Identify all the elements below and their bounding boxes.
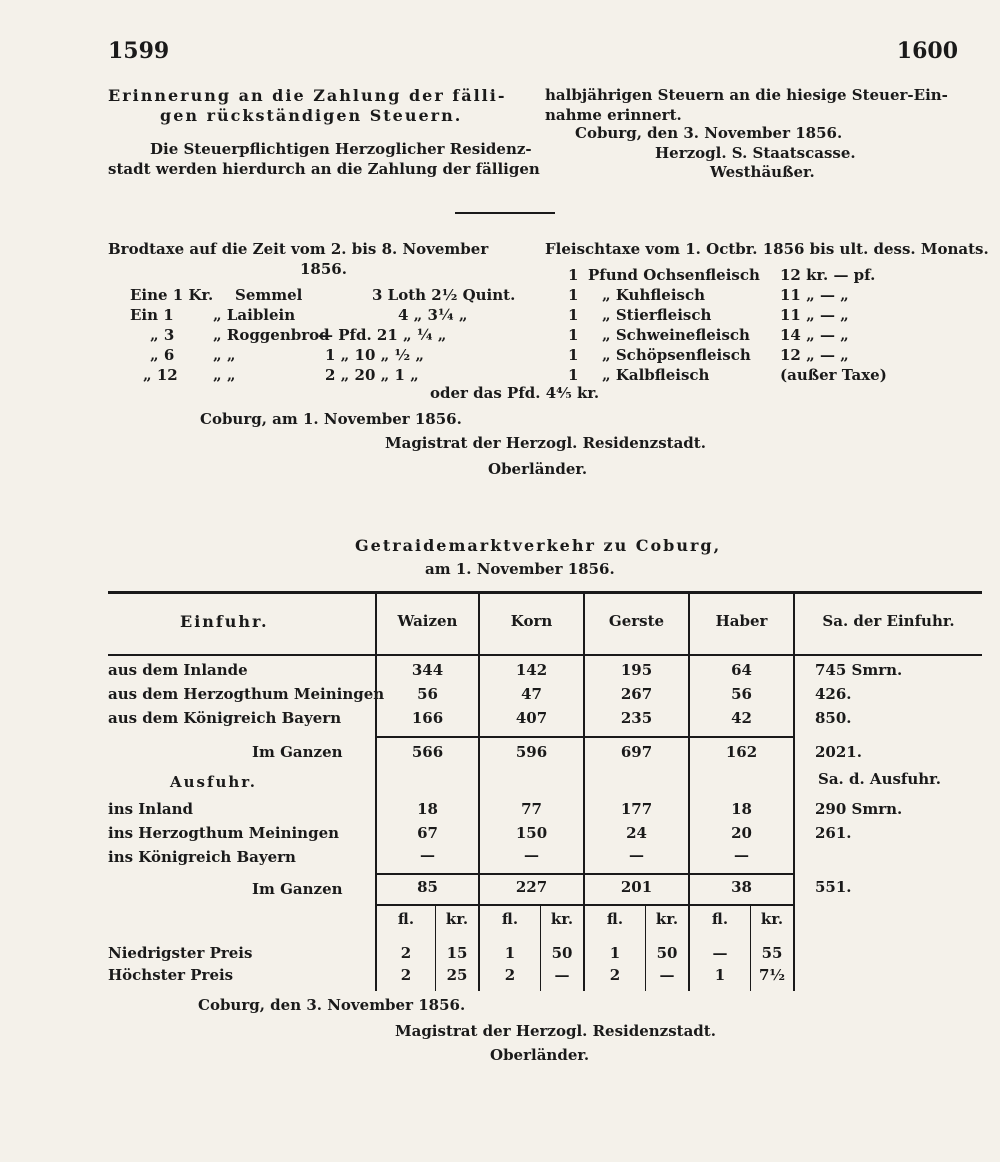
cell-haber: 20 (731, 824, 752, 842)
bread-item: „ Laiblein (213, 306, 296, 324)
meat-item: „ Kalbfleisch (602, 366, 710, 384)
meat-price: 11 „ — „ (780, 286, 849, 304)
meat-qty: 1 (568, 326, 579, 344)
bread-price-note: oder das Pfd. 4⁴⁄₅ kr. (430, 384, 600, 402)
total-korn: 227 (515, 878, 548, 896)
bread-qty: Ein 1 (130, 306, 174, 324)
cell-waizen: — (420, 846, 435, 864)
grain-market-title: Getraidemarktverkehr zu Coburg, (355, 536, 722, 555)
total-haber: 38 (731, 878, 752, 896)
magistrate1-office: Magistrat der Herzogl. Residenzstadt. (385, 434, 706, 452)
cell-waizen: 344 (411, 661, 444, 679)
cell-gerste: 235 (620, 709, 653, 727)
col-rule (583, 594, 585, 991)
meat-qty: 1 (568, 346, 579, 364)
total-gerste: 201 (620, 878, 653, 896)
cell-haber: 64 (731, 661, 752, 679)
cell-gerste: 195 (620, 661, 653, 679)
meat-price: 11 „ — „ (780, 306, 849, 324)
cell-gerste: 267 (620, 685, 653, 703)
import-total-label: Im Ganzen (252, 743, 343, 761)
cell-sum: 426. (815, 685, 852, 703)
unit-fl: fl. (606, 910, 624, 928)
meat-price: (außer Taxe) (780, 366, 887, 384)
total-haber: 162 (725, 743, 758, 761)
price-cell: 55 (761, 944, 783, 962)
total-waizen: 566 (411, 743, 444, 761)
cell-gerste: 24 (626, 824, 647, 842)
col-rule (375, 594, 377, 991)
cell-korn: 47 (521, 685, 542, 703)
col-rule (478, 594, 480, 991)
cell-haber: — (734, 846, 749, 864)
magistrate1-place-date: Coburg, am 1. November 1856. (200, 410, 462, 428)
row-label: aus dem Königreich Bayern (108, 709, 342, 727)
magistrate2-signature: Oberländer. (490, 1046, 590, 1064)
cell-waizen: 166 (411, 709, 444, 727)
price-header-rule (375, 904, 795, 906)
page-number-right: 1600 (896, 38, 958, 64)
reminder-body-line4: nahme erinnert. (545, 106, 682, 124)
grain-market-subtitle: am 1. November 1856. (425, 560, 615, 578)
export-sum-heading: Sa. d. Ausfuhr. (818, 770, 941, 788)
row-label: aus dem Herzogthum Meiningen (108, 685, 385, 703)
unit-fl: fl. (397, 910, 415, 928)
magistrate1-signature: Oberländer. (488, 460, 588, 478)
price-cell: 7½ (758, 966, 786, 984)
cell-sum: 745 Smrn. (815, 661, 903, 679)
page-number-left: 1599 (108, 38, 170, 64)
price-cell: 2 (400, 966, 412, 984)
price-cell: 1 (609, 944, 621, 962)
reminder-title-line1: Erinnerung an die Zahlung der fälli- (108, 86, 507, 105)
cell-korn: 150 (515, 824, 548, 842)
meat-qty: 1 (568, 366, 579, 384)
bread-item: „ Roggenbrod (213, 326, 330, 344)
col-rule (793, 594, 795, 991)
meat-item: Pfund Ochsenfleisch (588, 266, 760, 284)
bread-qty: „ 3 (150, 326, 175, 344)
meat-qty: 1 (568, 266, 579, 284)
cell-haber: 18 (731, 800, 752, 818)
bread-qty: „ 12 (143, 366, 178, 384)
meat-item: „ Kuhfleisch (602, 286, 706, 304)
unit-fl: fl. (501, 910, 519, 928)
unit-fl: fl. (711, 910, 729, 928)
export-total-label: Im Ganzen (252, 880, 343, 898)
cell-korn: 77 (521, 800, 542, 818)
price-cell: 2 (609, 966, 621, 984)
cell-sum: 850. (815, 709, 852, 727)
bread-item: „ „ (213, 346, 236, 364)
price-cell: 50 (551, 944, 573, 962)
price-cell: 50 (656, 944, 678, 962)
unit-kr: kr. (655, 910, 679, 928)
magistrate2-place-date: Coburg, den 3. November 1856. (198, 996, 466, 1014)
cell-sum: 290 Smrn. (815, 800, 903, 818)
header-gerste: Gerste (608, 612, 665, 630)
bread-item: Semmel (235, 286, 303, 304)
bread-tax-title-line2: 1856. (300, 260, 347, 278)
bread-weight: 4 „ 3¼ „ (398, 306, 468, 324)
export-total-rule (375, 873, 795, 875)
reminder-title-line2: gen rückständigen Steuern. (160, 106, 463, 125)
price-cell: 25 (446, 966, 468, 984)
meat-tax-title: Fleischtaxe vom 1. Octbr. 1856 bis ult. dess. Monats. (545, 240, 989, 258)
meat-price: 12 kr. — pf. (780, 266, 876, 284)
total-waizen: 85 (417, 878, 438, 896)
header-sum-einfuhr: Sa. der Einfuhr. (822, 612, 955, 630)
meat-item: „ Schweinefleisch (602, 326, 750, 344)
price-cell: 15 (446, 944, 468, 962)
header-korn: Korn (510, 612, 553, 630)
price-label-high: Höchster Preis (108, 966, 234, 984)
total-sum: 551. (815, 878, 852, 896)
price-cell: 1 (504, 944, 516, 962)
price-cell: — (712, 944, 728, 962)
unit-kr: kr. (760, 910, 784, 928)
total-sum: 2021. (815, 743, 862, 761)
cell-sum: 261. (815, 824, 852, 842)
bread-qty: „ 6 (150, 346, 175, 364)
row-label: ins Königreich Bayern (108, 848, 296, 866)
cell-korn: — (524, 846, 539, 864)
bread-qty: Eine 1 Kr. (130, 286, 214, 304)
row-label: aus dem Inlande (108, 661, 248, 679)
import-total-rule (375, 736, 795, 738)
cell-korn: 142 (515, 661, 548, 679)
bread-weight: — Pfd. 21 „ ¼ „ (318, 326, 447, 344)
cell-gerste: 177 (620, 800, 653, 818)
meat-item: „ Stierfleisch (602, 306, 712, 324)
total-gerste: 697 (620, 743, 653, 761)
reminder-body-line1: Die Steuerpflichtigen Herzoglicher Residenz- (150, 140, 532, 158)
price-cell: — (659, 966, 675, 984)
table-top-rule (108, 591, 982, 594)
total-korn: 596 (515, 743, 548, 761)
cell-haber: 42 (731, 709, 752, 727)
bread-item: „ „ (213, 366, 236, 384)
meat-price: 14 „ — „ (780, 326, 849, 344)
price-cell: 2 (400, 944, 412, 962)
header-einfuhr: Einfuhr. (180, 612, 269, 631)
reminder-signature: Westhäußer. (710, 163, 815, 181)
bread-weight: 2 „ 20 „ 1 „ (325, 366, 419, 384)
reminder-place-date: Coburg, den 3. November 1856. (575, 124, 843, 142)
meat-qty: 1 (568, 306, 579, 324)
cell-haber: 56 (731, 685, 752, 703)
bread-weight: 3 Loth 2½ Quint. (372, 286, 516, 304)
table-header-rule (108, 654, 982, 656)
meat-price: 12 „ — „ (780, 346, 849, 364)
col-rule (688, 594, 690, 991)
price-label-low: Niedrigster Preis (108, 944, 253, 962)
export-heading: Ausfuhr. (170, 773, 258, 791)
section-divider (455, 212, 555, 214)
reminder-body-line3: halbjährigen Steuern an die hiesige Steuer-Ein- (545, 86, 948, 104)
cell-waizen: 18 (417, 800, 438, 818)
price-cell: 2 (504, 966, 516, 984)
reminder-body-line2: stadt werden hierdurch an die Zahlung der fälligen (108, 160, 540, 178)
cell-korn: 407 (515, 709, 548, 727)
magistrate2-office: Magistrat der Herzogl. Residenzstadt. (395, 1022, 716, 1040)
unit-kr: kr. (550, 910, 574, 928)
row-label: ins Herzogthum Meiningen (108, 824, 340, 842)
cell-waizen: 56 (417, 685, 438, 703)
unit-kr: kr. (445, 910, 469, 928)
bread-tax-title-line1: Brodtaxe auf die Zeit vom 2. bis 8. November (108, 240, 489, 258)
price-cell: 1 (714, 966, 726, 984)
cell-gerste: — (629, 846, 644, 864)
meat-qty: 1 (568, 286, 579, 304)
meat-item: „ Schöpsenfleisch (602, 346, 751, 364)
reminder-office: Herzogl. S. Staatscasse. (655, 144, 856, 162)
bread-weight: 1 „ 10 „ ½ „ (325, 346, 424, 364)
price-cell: — (554, 966, 570, 984)
row-label: ins Inland (108, 800, 194, 818)
cell-waizen: 67 (417, 824, 438, 842)
header-waizen: Waizen (397, 612, 458, 630)
header-haber: Haber (715, 612, 768, 630)
